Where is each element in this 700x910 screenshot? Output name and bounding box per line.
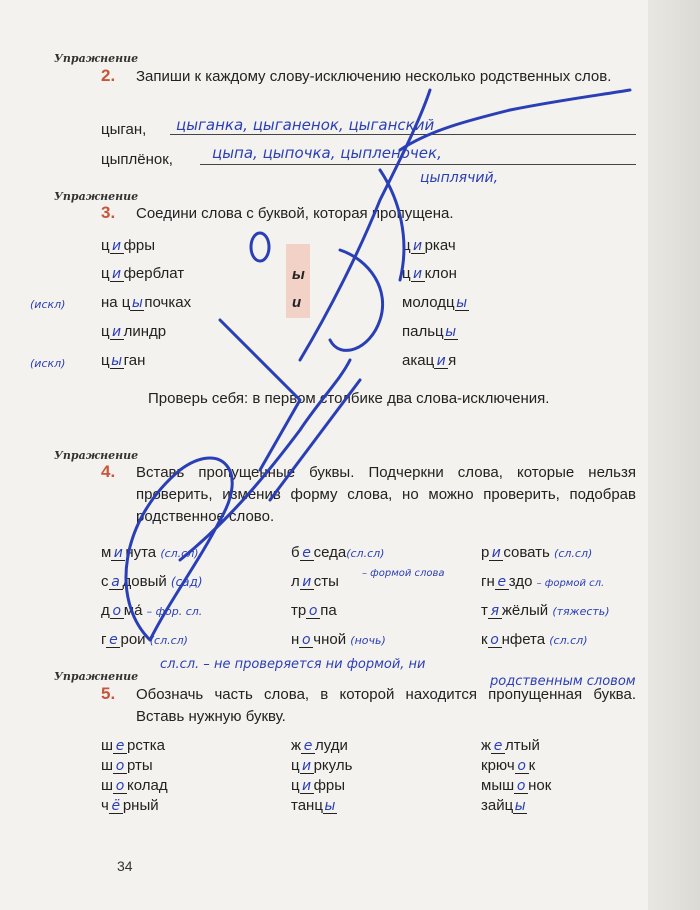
answer-line — [170, 134, 636, 135]
exercise-word: гн е здо – формой сл. — [481, 573, 605, 590]
ink-loop-mark — [330, 250, 383, 350]
exercise-word: р и совать (сл.сл) — [481, 544, 593, 561]
exercise-word: с а довый (сад) — [101, 573, 203, 590]
handwritten-note: (искл) — [30, 357, 66, 370]
exercise-word: ц и клон — [402, 265, 457, 282]
exercise-number: 3. — [101, 203, 116, 222]
exercise-word: к о нфета (сл.сл) — [481, 631, 588, 648]
exercise-word: мыш о нок — [481, 777, 552, 794]
page-number: 34 — [117, 858, 133, 874]
exercise-number: 5. — [101, 684, 116, 703]
handwritten-note: – формой слова — [362, 568, 445, 579]
exercise-word: н о чной (ночь) — [291, 631, 386, 648]
exercise-word: ц и фры — [101, 237, 156, 254]
exercise-word: м и нута (сл.сл) — [101, 544, 199, 561]
exercise-word: молодцы — [402, 294, 468, 311]
exercise-word: ч ё рный — [101, 797, 159, 814]
exercise-label: Упражнение — [54, 449, 139, 462]
exercise-word: цыган, — [101, 121, 147, 138]
exercise-word: б е седа(сл.сл) — [291, 544, 385, 561]
choice-letter: и — [292, 294, 302, 311]
answer-line — [200, 164, 636, 165]
exercise-word: ц и ферблат — [101, 265, 185, 282]
exercise-label: Упражнение — [54, 52, 139, 65]
page-gutter-shadow — [648, 0, 700, 910]
exercise-text: Запиши к каждому слову-исключению несколько родственных слов. — [136, 68, 612, 85]
exercise-text: Обозначь часть слова, в которой находится пропущенная буква. Вставь нужную букву. — [136, 686, 636, 725]
exercise-word: цыган — [101, 352, 146, 369]
handwritten-answer: цыганка, цыганенок, цыганский — [176, 116, 435, 134]
exercise-text: Соедини слова с буквой, которая пропущена. — [136, 205, 454, 222]
exercise-word: акац и я — [402, 352, 457, 369]
exercise-text: Вставь пропущенные буквы. Подчеркни слова, которые нельзя проверить, изменив форму слова, но можно проверить, подобрав родственное слово. — [136, 464, 636, 525]
exercise-word: ц и ркач — [402, 237, 456, 254]
exercise-word: ш е рстка — [101, 737, 165, 754]
handwritten-answer: цыплячий, — [420, 170, 499, 186]
exercise-word: ш о колад — [101, 777, 168, 794]
exercise-word: цыплёнок, — [101, 151, 173, 168]
handwritten-answer: цыпа, цыпочка, цыпленочек, — [212, 144, 442, 162]
handwritten-footnote: сл.сл. – не проверяется ни формой, ни — [160, 657, 426, 672]
exercise-word: ц и фры — [291, 777, 346, 794]
exercise-word: д о ма́ – фор. сл. — [101, 602, 203, 619]
handwritten-note: (искл) — [30, 298, 66, 311]
exercise-word: танцы — [291, 797, 336, 814]
choice-letter: ы — [292, 266, 305, 283]
exercise-number: 4. — [101, 462, 116, 481]
ink-stroke — [380, 170, 404, 280]
exercise-word: ш о рты — [101, 757, 153, 774]
exercise-word: пальцы — [402, 323, 457, 340]
exercise-number: 2. — [101, 66, 116, 85]
exercise-word: ц и ркуль — [291, 757, 353, 774]
exercise-word: г е рои (сл.сл) — [101, 631, 188, 648]
exercise-word: крюч о к — [481, 757, 536, 774]
ink-stroke — [400, 90, 630, 150]
exercise-word: ж е луди — [291, 737, 348, 754]
exercise-word: ж е лтый — [481, 737, 540, 754]
exercise-word: ц и линдр — [101, 323, 167, 340]
self-check-text: Проверь себя: в первом столбике два слова-исключения. — [148, 390, 550, 407]
exercise-word: на цыпочках — [101, 294, 192, 311]
handwritten-footnote: родственным словом — [490, 674, 636, 689]
exercise-word: зайцы — [481, 797, 526, 814]
exercise-word: т я жёлый (тяжесть) — [481, 602, 610, 619]
exercise-label: Упражнение — [54, 190, 139, 203]
ink-circle-mark — [251, 233, 269, 261]
exercise-word: тр о па — [291, 602, 337, 619]
exercise-word: л и сты — [291, 573, 339, 590]
exercise-label: Упражнение — [54, 670, 139, 683]
